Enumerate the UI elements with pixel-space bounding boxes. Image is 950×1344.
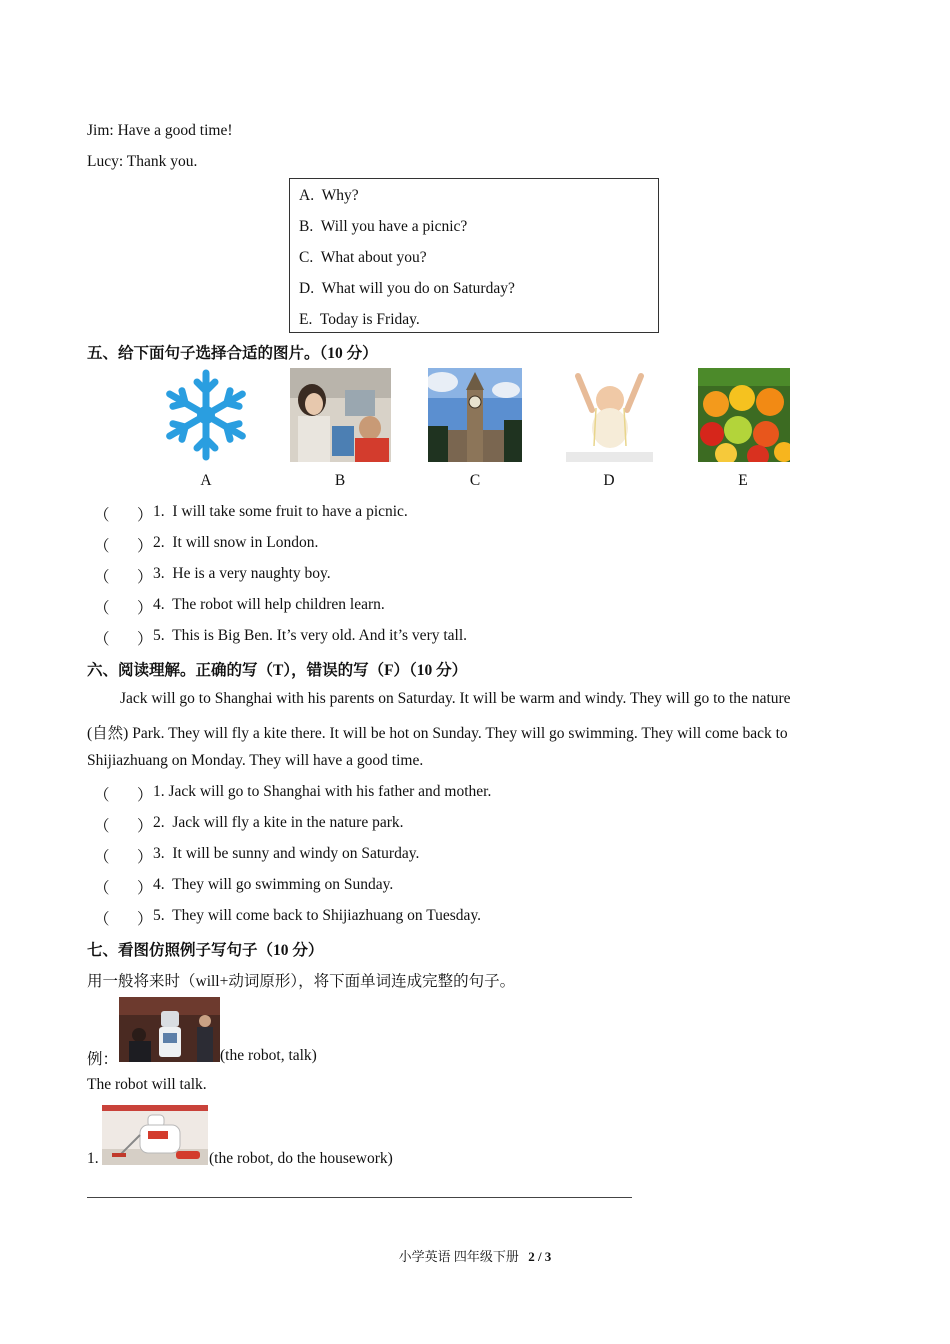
options-box [289,178,659,333]
section6-title: 六、阅读理解。正确的写（T），错误的写（F）（10 分） [87,662,468,679]
section5-item: （ ） 2. It will snow in London. [94,534,319,555]
robot-talk-photo [119,997,220,1062]
example-answer: The robot will talk. [87,1076,207,1093]
section7-instruction: 用一般将来时（will+动词原形），将下面单词连成完整的句子。 [87,973,516,990]
section6-item: （ ） 2. Jack will fly a kite in the nature park. [94,814,404,835]
option-d: D. What will you do on Saturday? [299,280,515,297]
section5-item: （ ） 5. This is Big Ben. It’s very old. And it’s very tall. [94,627,468,648]
robot-housework-photo [102,1105,208,1165]
fruit-photo [698,368,790,462]
dialog-lucy: Lucy: Thank you. [87,153,198,170]
section5-item: （ ） 3. He is a very naughty boy. [94,565,331,586]
snowflake-icon [157,368,255,462]
page-footer [0,1246,950,1265]
picture-label-b: B [334,472,346,489]
section6-item: （ ） 1. Jack will go to Shanghai with his father and mother. [94,783,492,804]
section5-title: 五、给下面句子选择合适的图片。（10 分） [87,345,378,362]
picture-label-a: A [200,472,212,489]
picture-label-c: C [469,472,481,489]
section7-title: 七、看图仿照例子写句子（10 分） [87,942,324,959]
option-a: A. Why? [299,187,359,204]
big-ben-photo [428,368,522,462]
example-hint: (the robot, talk) [220,1047,317,1064]
answer-line[interactable] [87,1197,632,1198]
example-prefix: 例： [87,1051,119,1068]
option-c: C. What about you? [299,249,427,266]
passage-line-1: Jack will go to Shanghai with his parents on Saturday. It will be warm and windy. They will go to the nature [120,690,791,707]
page-number: 2 / 3 [528,1249,552,1264]
passage-line-3: Shijiazhuang on Monday. They will have a good time. [87,752,424,769]
q1-hint: (the robot, do the housework) [209,1150,393,1167]
section6-item: （ ） 5. They will come back to Shijiazhuang on Tuesday. [94,907,482,928]
section5-item: （ ） 4. The robot will help children learn. [94,596,385,617]
q1-prefix: 1. [87,1150,99,1167]
footer-text: 小学英语 四年级下册 [398,1249,519,1264]
option-e: E. Today is Friday. [299,311,420,328]
section6-item: （ ） 3. It will be sunny and windy on Saturday. [94,845,420,866]
robot-helping-child-photo [290,368,391,462]
picture-label-e: E [738,472,748,489]
option-b: B. Will you have a picnic? [299,218,468,235]
section5-item: （ ） 1. I will take some fruit to have a picnic. [94,503,408,524]
dialog-jim: Jim: Have a good time! [87,122,233,139]
passage-line-2: (自然) Park. They will fly a kite there. It will be hot on Sunday. They will go swimming. They will come back to [87,725,788,742]
picture-label-d: D [603,472,615,489]
section6-item: （ ） 4. They will go swimming on Sunday. [94,876,394,897]
naughty-baby-photo [566,368,653,462]
